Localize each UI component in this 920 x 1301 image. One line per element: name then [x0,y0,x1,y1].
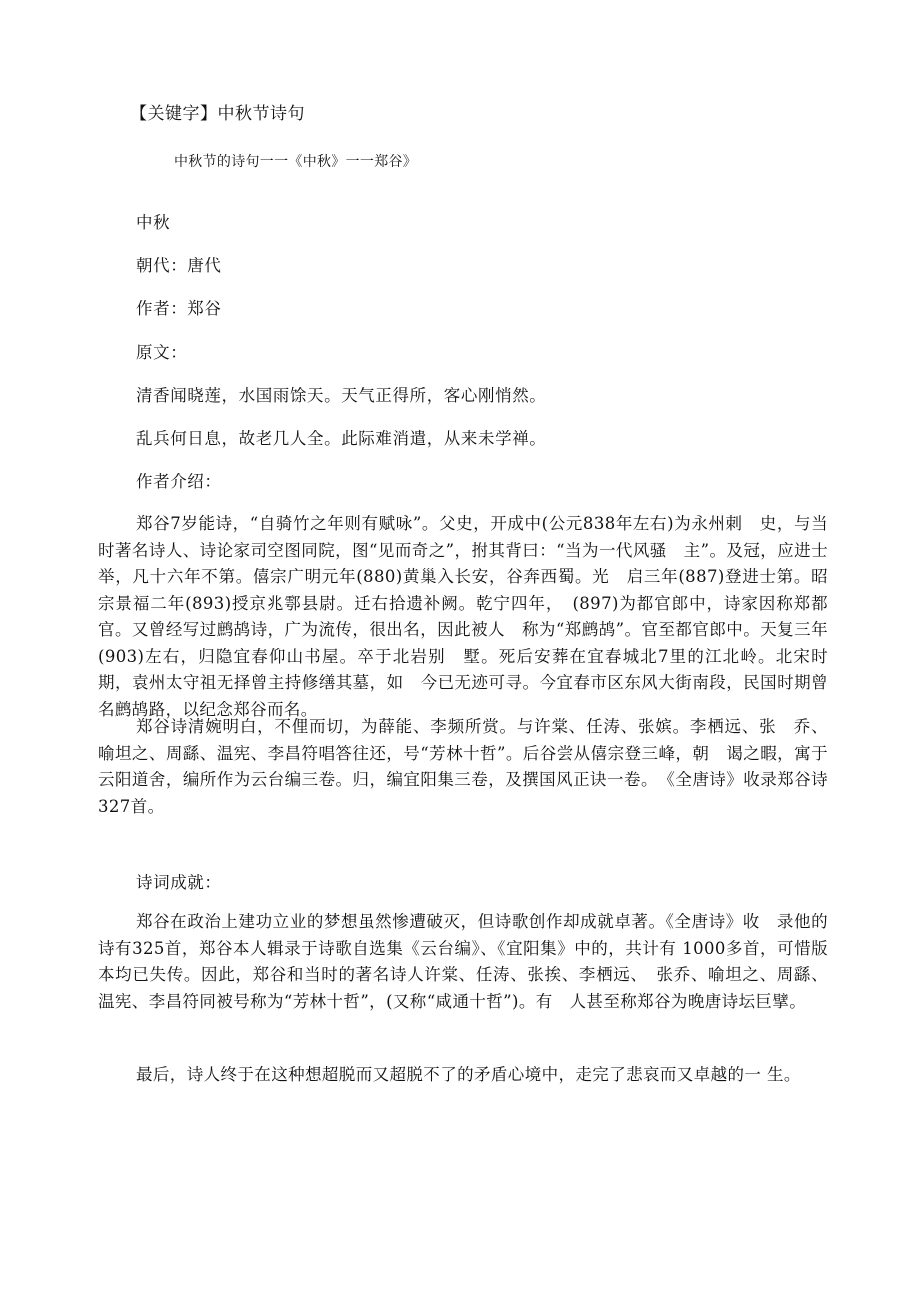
poem-author: 作者：郑谷 [136,299,222,318]
closing-paragraph: 最后，诗人终于在这种想超脱而又超脱不了的矛盾心境中，走完了悲哀而又卓越的一 生。 [136,1065,801,1084]
keyword-heading: 【关键字】中秋节诗句 [130,104,305,124]
author-intro-label: 作者介绍： [136,472,222,491]
original-label: 原文： [136,343,188,362]
poem-verse-2: 乱兵何日息，故老几人全。此际难消遣，从来未学禅。 [136,429,547,448]
poem-verse-1: 清香闻晓莲，水国雨馀天。天气正得所，客心刚悄然。 [136,386,547,405]
poem-title: 中秋 [136,213,171,232]
subtitle: 中秋节的诗句一一《中秋》一一郑谷》 [174,154,418,170]
achievement-paragraph: 郑谷在政治上建功立业的梦想虽然惨遭破灭，但诗歌创作却成就卓著。《全唐诗》收 录他的诗有325首，郑谷本人辑录于诗歌自选集《云台编》、《宜阳集》中的，共计有 1000多首，可惜版本均已失传。因此，郑谷和当时的著名诗人许棠、任涛、张挨、李栖远、 张乔、喻坦之、周繇、温宪、李昌符同被号称为“芳林十哲”，(又称“咸通十哲”)。有 人甚至称郑谷为晚唐诗坛巨擘。 [98,912,828,1011]
author-biography-paragraph: 郑谷7岁能诗，“自骑竹之年则有赋咏”。父史，开成中(公元838年左右)为永州刺 史，与当时著名诗人、诗论家司空图同院，图“见而奇之”，拊其背曰：“当为一代风骚 主”。及冠，应进士举，凡十六年不第。僖宗广明元年(880)黄巢入长安，谷奔西蜀。光 启三年(887)登进士第。昭宗景福二年(893)授京兆鄠县尉。迁右拾遗补阙。乾宁四年， (897)为都官郎中，诗家因称郑都官。又曾经写过鹧鸪诗，广为流传，很出名，因此被人 称为“郑鹧鸪”。官至都官郎中。天复三年(903)左右，归隐宜春仰山书屋。卒于北岩别 墅。死后安葬在宜春城北7里的江北岭。北宋时期，袁州太守祖无择曾主持修缮其墓，如 今已无迹可寻。今宜春市区东风大街南段，民国时期曾名鹧鸪路，以纪念郑谷而名。 [98,514,828,719]
poetry-style-paragraph: 郑谷诗清婉明白，不俚而切，为薛能、李频所赏。与许棠、任涛、张嫔。李栖远、张 乔、喻坦之、周繇、温宪、李昌符唱答往还，号“芳林十哲”。后谷尝从僖宗登三峰，朝 谒之暇，寓于云阳道舍，编所作为云台编三卷。归，编宜阳集三卷，及撰国风正诀一卷。 《全唐诗》收录郑谷诗327首。 [98,717,828,816]
achievement-label: 诗词成就： [136,873,222,892]
poem-dynasty: 朝代：唐代 [136,256,222,275]
